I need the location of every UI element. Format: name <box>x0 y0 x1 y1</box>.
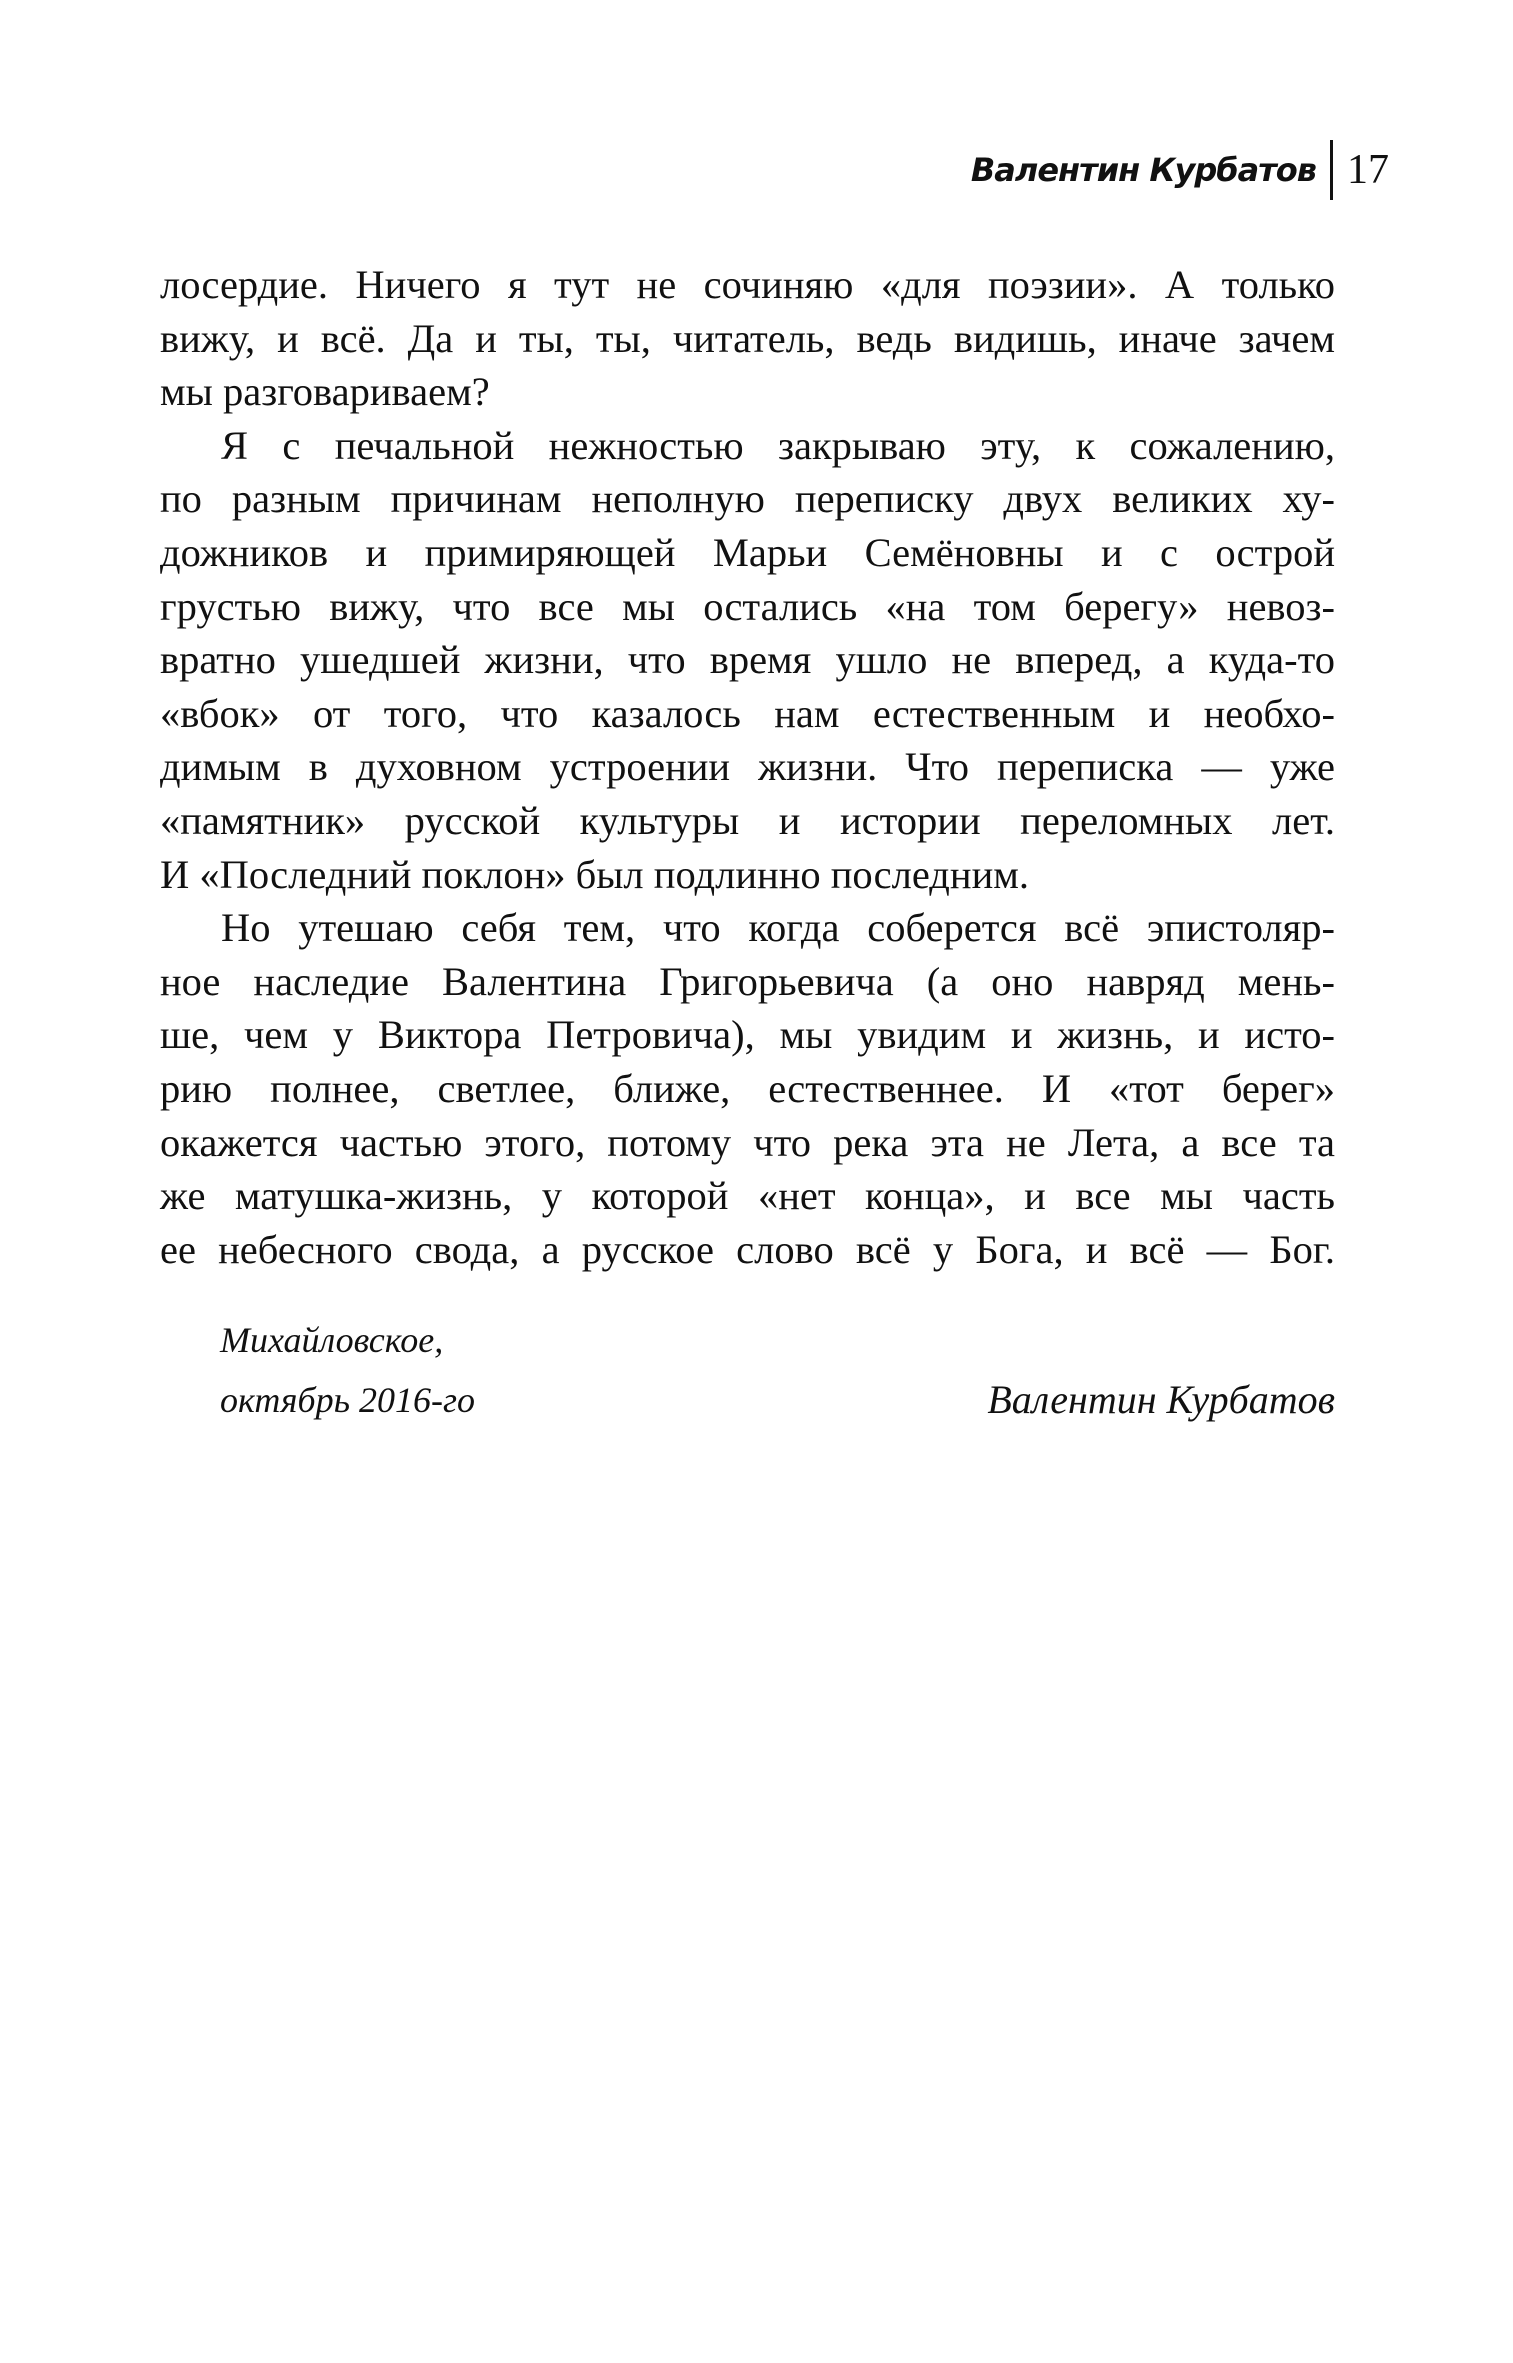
paragraph-3 <box>160 901 1335 1276</box>
signoff-place: Михайловское, <box>220 1320 444 1360</box>
text-line: «вбок» от того, что казалось нам естественным и необхо- <box>160 690 1335 736</box>
signoff-author: Валентин Курбатов <box>987 1377 1335 1422</box>
page-number: 17 <box>1347 147 1389 193</box>
text-line: дожников и примиряющей Марьи Семёновны и с острой <box>160 529 1335 575</box>
place-and-date <box>220 1310 475 1430</box>
running-title: Валентин Курбатов <box>970 151 1316 189</box>
text-line: же матушка-жизнь, у которой «нет конца», и все мы часть <box>160 1173 1335 1219</box>
signoff <box>220 1310 1335 1450</box>
text-line: окажется частью этого, потому что река эта не Лета, а все та <box>160 1119 1335 1165</box>
text-line: ше, чем у Виктора Петровича), мы увидим и жизнь, и исто- <box>160 1012 1335 1058</box>
text-line: вратно ушедшей жизни, что время ушло не вперед, а куда-то <box>160 637 1335 683</box>
text-line: лосердие. Ничего я тут не сочиняю «для поэзии». А только <box>160 262 1335 307</box>
text-line: грустью вижу, что все мы остались «на том берегу» невоз- <box>160 583 1335 629</box>
paragraph-2 <box>160 419 1335 901</box>
text-line: вижу, и всё. Да и ты, ты, читатель, ведь видишь, иначе зачем <box>160 315 1335 361</box>
text-line: «памятник» русской культуры и истории переломных лет. <box>160 797 1335 843</box>
text-line: по разным причинам неполную переписку двух великих ху- <box>160 476 1335 522</box>
text-line: димым в духовном устроении жизни. Что переписка — уже <box>160 744 1335 790</box>
paragraph-1 <box>160 258 1335 419</box>
text-line: Я с печальной нежностью закрываю эту, к сожалению, <box>221 422 1335 468</box>
body-text <box>160 258 1335 1276</box>
running-head <box>971 140 1389 200</box>
signoff-date: октябрь 2016-го <box>220 1380 476 1420</box>
text-line: ное наследие Валентина Григорьевича (а оно навряд мень- <box>160 958 1335 1004</box>
text-line: мы разговариваем? <box>160 369 490 415</box>
text-line: ее небесного свода, а русское слово всё у Бога, и всё — Бог. <box>160 1226 1335 1272</box>
text-line: Но утешаю себя тем, что когда соберется всё эпистоляр- <box>221 905 1335 951</box>
text-line: рию полнее, светлее, ближе, естественнее. И «тот берег» <box>160 1065 1335 1111</box>
text-line: И «Последний поклон» был подлинно последним. <box>160 851 1030 897</box>
